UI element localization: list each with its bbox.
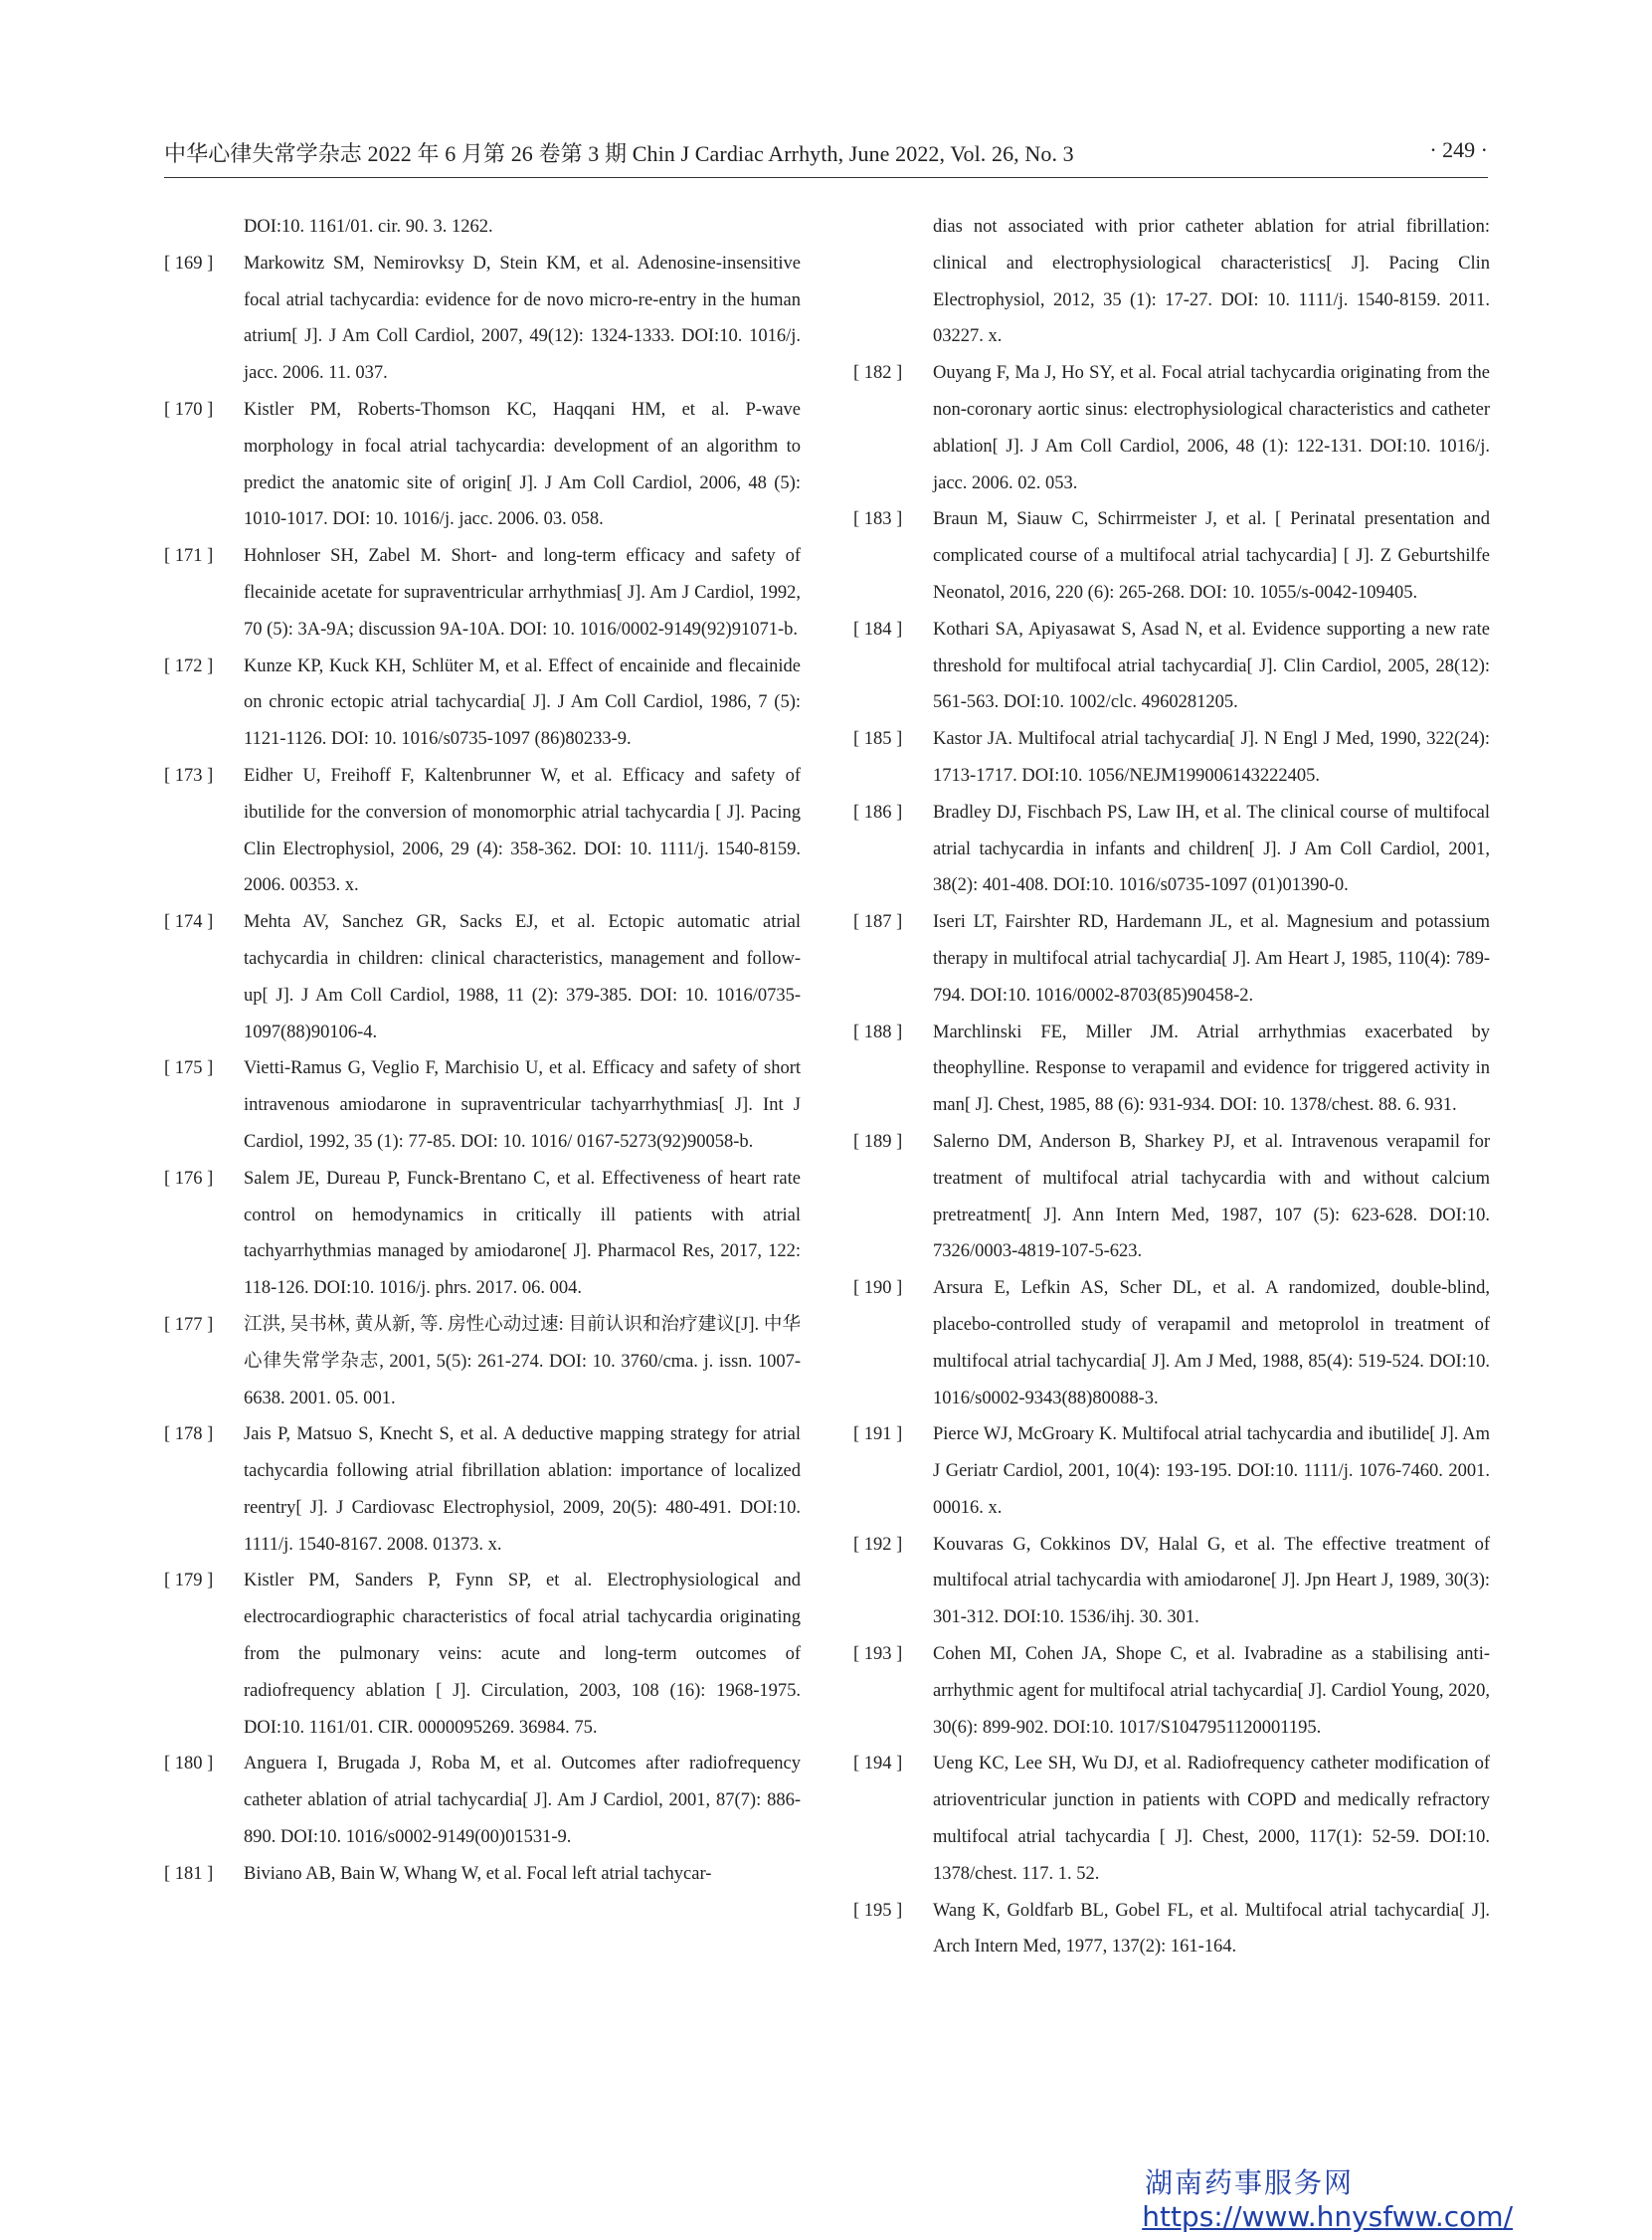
reference-text: DOI:10. 1161/01. cir. 90. 3. 1262. [244, 217, 493, 237]
reference-number: [ 194 ] [853, 1754, 903, 1774]
reference-text: Jais P, Matsuo S, Knecht S, et al. A deductive mapping strategy for atrial tachycardia following atrial fibrillation ablation: importance of localized reentry[ J]. J Cardiovasc Electrophysiol, 2009, 20(5): 480-491. DOI:10. 1111/j. 1540-8167. 2008. 01373. x. [244, 1424, 801, 1555]
reference-text: Salem JE, Dureau P, Funck-Brentano C, et al. Effectiveness of heart rate control on hemodynamics in critically ill patients with atrial tachyarrhythmias managed by amiodarone[ J]. Pharmacol Res, 2017, 122: 118-126. DOI:10. 1016/j. phrs. 2017. 06. 004. [244, 1168, 801, 1299]
header-rule [164, 177, 1488, 178]
reference-number: [ 183 ] [853, 509, 903, 530]
reference-item [853, 1527, 1490, 1636]
reference-text: Biviano AB, Bain W, Whang W, et al. Focal left atrial tachycar- [244, 1863, 712, 1884]
reference-item [853, 1270, 1490, 1416]
reference-item [164, 1307, 801, 1416]
reference-text: Marchlinski FE, Miller JM. Atrial arrhythmias exacerbated by theophylline. Response to verapamil and evidence for triggered activity in man[ J]. Chest, 1985, 88 (6): 931-934. DOI: 10. 1378/chest. 88. 6. 931. [933, 1022, 1490, 1116]
reference-column-left [164, 209, 801, 1893]
reference-number: [ 188 ] [853, 1022, 903, 1042]
reference-number: [ 172 ] [164, 655, 214, 676]
reference-text: Arsura E, Lefkin AS, Scher DL, et al. A randomized, double-blind, placebo-controlled study of verapamil and metoprolol in treatment of multifocal atrial tachycardia[ J]. Am J Med, 1988, 85(4): 519-524. DOI:10. 1016/s0002-9343(88)80088-3. [933, 1278, 1490, 1408]
reference-item [853, 1124, 1490, 1270]
reference-number: [ 178 ] [164, 1424, 214, 1445]
reference-number: [ 191 ] [853, 1424, 903, 1445]
reference-text: Kistler PM, Roberts-Thomson KC, Haqqani HM, et al. P-wave morphology in focal atrial tachycardia: development of an algorithm to predict the anatomic site of origin[ J]. J Am Coll Cardiol, 2006, 48 (5): 1010-1017. DOI: 10. 1016/j. jacc. 2006. 03. 058. [244, 399, 801, 530]
reference-item [164, 1050, 801, 1160]
reference-text: Kouvaras G, Cokkinos DV, Halal G, et al. The effective treatment of multifocal atrial tachycardia with amiodarone[ J]. Jpn Heart J, 1989, 30(3): 301-312. DOI:10. 1536/ihj. 30. 301. [933, 1534, 1490, 1628]
reference-item [164, 758, 801, 904]
reference-number: [ 174 ] [164, 912, 214, 933]
reference-text: Ouyang F, Ma J, Ho SY, et al. Focal atrial tachycardia originating from the non-coronary aortic sinus: electrophysiological characteristics and catheter ablation[ J]. J Am Coll Cardiol, 2006, 48 (1): 122-131. DOI:10. 1016/j. jacc. 2006. 02. 053. [933, 363, 1490, 493]
reference-number: [ 195 ] [853, 1900, 903, 1921]
reference-item [853, 1416, 1490, 1526]
reference-item [164, 1746, 801, 1855]
reference-item [853, 904, 1490, 1014]
reference-number: [ 187 ] [853, 912, 903, 933]
reference-number: [ 185 ] [853, 729, 903, 750]
reference-number: [ 177 ] [164, 1314, 214, 1335]
reference-item [164, 1161, 801, 1307]
reference-text: Wang K, Goldfarb BL, Gobel FL, et al. Multifocal atrial tachycardia[ J]. Arch Intern Med, 1977, 137(2): 161-164. [933, 1900, 1490, 1958]
reference-item [853, 1746, 1490, 1892]
reference-item [853, 612, 1490, 721]
reference-number: [ 189 ] [853, 1131, 903, 1152]
reference-column-right [853, 209, 1490, 1965]
reference-item [164, 649, 801, 758]
reference-text: Salerno DM, Anderson B, Sharkey PJ, et al. Intravenous verapamil for treatment of multifocal atrial tachycardia with and without calcium pretreatment[ J]. Ann Intern Med, 1987, 107 (5): 623-628. DOI:10. 7326/0003-4819-107-5-623. [933, 1131, 1490, 1262]
reference-text: Eidher U, Freihoff F, Kaltenbrunner W, et al. Efficacy and safety of ibutilide for the conversion of monomorphic atrial tachycardia [ J]. Pacing Clin Electrophysiol, 2006, 29 (4): 358-362. DOI: 10. 1111/j. 1540-8159. 2006. 00353. x. [244, 765, 801, 896]
reference-number: [ 181 ] [164, 1863, 214, 1884]
reference-text: Anguera I, Brugada J, Roba M, et al. Outcomes after radiofrequency catheter ablation of atrial tachycardia[ J]. Am J Cardiol, 2001, 87(7): 886-890. DOI:10. 1016/s0002-9149(00)01531-9. [244, 1754, 801, 1848]
reference-item [164, 209, 801, 246]
reference-text: Pierce WJ, McGroary K. Multifocal atrial tachycardia and ibutilide[ J]. Am J Geriatr Cardiol, 2001, 10(4): 193-195. DOI:10. 1111/j. 1076-7460. 2001. 00016. x. [933, 1424, 1490, 1518]
watermark-url[interactable]: https://www.hnysfww.com/ [1142, 2200, 1513, 2233]
reference-item [853, 501, 1490, 611]
reference-text: Bradley DJ, Fischbach PS, Law IH, et al. The clinical course of multifocal atrial tachycardia in infants and children[ J]. J Am Coll Cardiol, 2001, 38(2): 401-408. DOI:10. 1016/s0735-1097 (01)01390-0. [933, 802, 1490, 896]
reference-number: [ 179 ] [164, 1571, 214, 1591]
reference-item [853, 1636, 1490, 1746]
reference-item [853, 209, 1490, 355]
reference-text: Ueng KC, Lee SH, Wu DJ, et al. Radiofrequency catheter modification of atrioventricular junction in patients with COPD and medically refractory multifocal atrial tachycardia [ J]. Chest, 2000, 117(1): 52-59. DOI:10. 1378/chest. 117. 1. 52. [933, 1754, 1490, 1884]
reference-text: Kastor JA. Multifocal atrial tachycardia[ J]. N Engl J Med, 1990, 322(24): 1713-1717. DOI:10. 1056/NEJM199006143222405. [933, 729, 1490, 786]
reference-number: [ 182 ] [853, 363, 903, 384]
running-header [164, 137, 1488, 173]
reference-number: [ 180 ] [164, 1754, 214, 1774]
reference-text: Kothari SA, Apiyasawat S, Asad N, et al. Evidence supporting a new rate threshold for multifocal atrial tachycardia[ J]. Clin Cardiol, 2005, 28(12): 561-563. DOI:10. 1002/clc. 4960281205. [933, 619, 1490, 713]
reference-number: [ 192 ] [853, 1534, 903, 1555]
reference-text: Cohen MI, Cohen JA, Shope C, et al. Ivabradine as a stabilising anti-arrhythmic agent for multifocal atrial tachycardia[ J]. Cardiol Young, 2020, 30(6): 899-902. DOI:10. 1017/S1047951120001195. [933, 1644, 1490, 1738]
reference-text: Vietti-Ramus G, Veglio F, Marchisio U, et al. Efficacy and safety of short intravenous amiodarone in supraventricular tachyarrhythmias[ J]. Int J Cardiol, 1992, 35 (1): 77-85. DOI: 10. 1016/ 0167-5273(92)90058-b. [244, 1058, 801, 1152]
reference-number: [ 169 ] [164, 253, 214, 274]
reference-text: dias not associated with prior catheter ablation for atrial fibrillation: clinical and electrophysiological characteristics[ J]. Pacing Clin Electrophysiol, 2012, 35 (1): 17-27. DOI: 10. 1111/j. 1540-8159. 2011. 03227. x. [933, 217, 1490, 347]
reference-item [164, 538, 801, 648]
reference-item [164, 1416, 801, 1563]
reference-number: [ 176 ] [164, 1168, 214, 1189]
reference-text: Markowitz SM, Nemirovksy D, Stein KM, et al. Adenosine-insensitive focal atrial tachycardia: evidence for de novo micro-re-entry in the human atrium[ J]. J Am Coll Cardiol, 2007, 49(12): 1324-1333. DOI:10. 1016/j. jacc. 2006. 11. 037. [244, 253, 801, 384]
page-number: · 249 · [1429, 137, 1488, 162]
watermark [1142, 2166, 1513, 2234]
journal-header: 中华心律失常学杂志 2022 年 6 月第 26 卷第 3 期 Chin J Cardiac Arrhyth, June 2022, Vol. 26, No. 3 [164, 141, 1074, 166]
reference-item [853, 795, 1490, 904]
reference-item [853, 721, 1490, 795]
reference-number: [ 173 ] [164, 765, 214, 786]
watermark-site-name: 湖南药事服务网 [1144, 2166, 1354, 2199]
reference-text: Kistler PM, Sanders P, Fynn SP, et al. Electrophysiological and electrocardiographic characteristics of focal atrial tachycardia originating from the pulmonary veins: acute and long-term outcomes of radiofrequency ablation [ J]. Circulation, 2003, 108 (16): 1968-1975. DOI:10. 1161/01. CIR. 0000095269. 36984. 75. [244, 1571, 801, 1738]
reference-item [164, 392, 801, 538]
reference-item [853, 1893, 1490, 1966]
reference-text: 江洪, 吴书林, 黄从新, 等. 房性心动过速: 目前认识和治疗建议[J]. 中华心律失常学杂志, 2001, 5(5): 261-274. DOI: 10. 3760/cma. j. issn. 1007-6638. 2001. 05. 001. [244, 1314, 801, 1408]
reference-item [164, 1856, 801, 1893]
reference-number: [ 175 ] [164, 1058, 214, 1079]
reference-number: [ 186 ] [853, 802, 903, 823]
reference-text: Hohnloser SH, Zabel M. Short- and long-term efficacy and safety of flecainide acetate for supraventricular arrhythmias[ J]. Am J Cardiol, 1992, 70 (5): 3A-9A; discussion 9A-10A. DOI: 10. 1016/0002-9149(92)91071-b. [244, 546, 801, 640]
reference-item [164, 246, 801, 392]
reference-text: Braun M, Siauw C, Schirrmeister J, et al. [ Perinatal presentation and complicated course of a multifocal atrial tachycardia] [ J]. Z Geburtshilfe Neonatol, 2016, 220 (6): 265-268. DOI: 10. 1055/s-0042-109405. [933, 509, 1490, 603]
reference-number: [ 193 ] [853, 1644, 903, 1665]
reference-text: Iseri LT, Fairshter RD, Hardemann JL, et al. Magnesium and potassium therapy in multifocal atrial tachycardia[ J]. Am Heart J, 1985, 110(4): 789-794. DOI:10. 1016/0002-8703(85)90458-2. [933, 912, 1490, 1006]
reference-number: [ 190 ] [853, 1278, 903, 1299]
reference-number: [ 184 ] [853, 619, 903, 640]
reference-text: Kunze KP, Kuck KH, Schlüter M, et al. Effect of encainide and flecainide on chronic ectopic atrial tachycardia[ J]. J Am Coll Cardiol, 1986, 7 (5): 1121-1126. DOI: 10. 1016/s0735-1097 (86)80233-9. [244, 655, 801, 750]
reference-number: [ 170 ] [164, 399, 214, 420]
reference-number: [ 171 ] [164, 546, 214, 567]
reference-item [164, 1563, 801, 1746]
reference-item [164, 904, 801, 1050]
reference-text: Mehta AV, Sanchez GR, Sacks EJ, et al. Ectopic automatic atrial tachycardia in children: clinical characteristics, management and follow-up[ J]. J Am Coll Cardiol, 1988, 11 (2): 379-385. DOI: 10. 1016/0735-1097(88)90106-4. [244, 912, 801, 1042]
reference-item [853, 355, 1490, 501]
reference-item [853, 1015, 1490, 1124]
